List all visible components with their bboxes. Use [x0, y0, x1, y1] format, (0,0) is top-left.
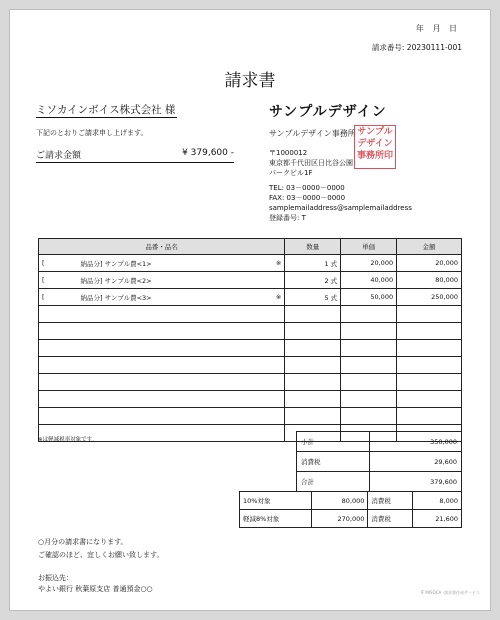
tax-category: 軽減8%対象 [240, 510, 312, 528]
bank-info [38, 573, 153, 595]
company-seal [354, 125, 396, 169]
summary-value: 379,600 [370, 472, 462, 492]
issuer-logo: サンプルデザイン [269, 104, 387, 120]
item-name: 納品分] サンプル費<2> [80, 276, 152, 285]
item-name: 納品分] サンプル費<3> [80, 293, 152, 302]
summary-row [297, 452, 462, 472]
table-row [39, 255, 462, 272]
tax-row [240, 510, 462, 528]
summary-row [297, 432, 462, 452]
issuer-registration: 登録番号: T [269, 214, 306, 222]
table-row [39, 272, 462, 289]
tax-row [240, 492, 462, 510]
issuer-fax: FAX: 03－0000－0000 [269, 194, 346, 202]
lead-text: 下記のとおりご請求申し上げます。 [36, 129, 148, 137]
column-header: 数量 [285, 239, 341, 255]
item-amount: 250,000 [397, 289, 462, 306]
empty-row [39, 340, 462, 357]
issuer-postal: 〒1000012 [269, 149, 308, 157]
seal-line: 事務所印 [356, 151, 393, 161]
column-header: 単価 [341, 239, 397, 255]
item-name-cell [39, 272, 285, 289]
issuer-name: サンプルデザイン事務所 [269, 129, 356, 138]
item-price: 50,000 [341, 289, 397, 306]
issuer-address-line2: パークビル1F [269, 169, 313, 177]
empty-row [39, 374, 462, 391]
page-title: 請求書 [224, 71, 276, 91]
tax-base: 270,000 [312, 510, 368, 528]
summary-label: 消費税 [297, 452, 370, 472]
summary-table [296, 431, 462, 492]
issuer-tel: TEL: 03－0000－0000 [269, 184, 345, 192]
remarks-line: ご確認のほど、宜しくお願い致します。 [38, 551, 164, 559]
item-bracket: [ [42, 258, 45, 267]
column-header: 品番・品名 [39, 239, 285, 255]
item-bracket: [ [42, 275, 45, 284]
issuer-address-line1: 東京都千代田区日比谷公園 [269, 159, 353, 167]
item-qty: 2 式 [285, 272, 341, 289]
tax-amount: 8,000 [412, 492, 462, 510]
issuer-address [269, 148, 353, 178]
item-price: 20,000 [341, 255, 397, 272]
summary-row [297, 472, 462, 492]
tax-label: 消費税 [368, 510, 412, 528]
tax-amount: 21,600 [412, 510, 462, 528]
empty-row [39, 306, 462, 323]
item-name-cell [39, 255, 285, 272]
tax-breakdown-table [239, 491, 462, 528]
issuer-email: samplemailaddress@samplemailaddress [269, 204, 412, 212]
seal-line: サンプル [357, 127, 393, 137]
table-header-row [39, 239, 462, 255]
remarks-line: ○月分の請求書になります。 [38, 538, 128, 546]
invoice-paper [9, 9, 491, 611]
issuer-contact [269, 183, 412, 223]
empty-row [39, 408, 462, 425]
summary-label: 小計 [297, 432, 370, 452]
empty-row [39, 323, 462, 340]
billing-total [36, 148, 234, 163]
items-table [38, 238, 462, 442]
column-header: 金額 [397, 239, 462, 255]
remarks [38, 536, 163, 562]
summary-label: 合計 [297, 472, 370, 492]
item-qty: 1 式 [285, 255, 341, 272]
item-qty: 5 式 [285, 289, 341, 306]
client-name: ミソカインボイス株式会社 様 [36, 104, 176, 116]
billing-total-label: ご請求金額 [36, 151, 82, 161]
item-amount: 80,000 [397, 272, 462, 289]
summary-value: 29,600 [370, 452, 462, 472]
reduced-mark: ※ [275, 292, 282, 301]
table-row [39, 289, 462, 306]
footer-credit: IF MISOCA -請求書作成サービス [420, 590, 480, 595]
bank-account: やよい銀行 秋葉原支店 普通預金○○ [38, 585, 153, 593]
tax-base: 80,000 [312, 492, 368, 510]
billing-total-value: ¥ 379,600 - [182, 148, 234, 158]
item-bracket: [ [42, 292, 45, 301]
reduced-rate-note: ※は軽減税率対象です。 [38, 437, 98, 443]
tax-label: 消費税 [368, 492, 412, 510]
item-name-cell [39, 289, 285, 306]
seal-line: デザイン [357, 139, 393, 149]
item-price: 40,000 [341, 272, 397, 289]
empty-row [39, 391, 462, 408]
summary-value: 350,000 [370, 432, 462, 452]
tax-category: 10%対象 [240, 492, 312, 510]
item-name: 納品分] サンプル費<1> [80, 259, 152, 268]
invoice-number: 請求番号: 20230111-001 [371, 43, 462, 52]
empty-row [39, 357, 462, 374]
item-amount: 20,000 [397, 255, 462, 272]
bank-label: お振込先： [38, 574, 73, 582]
reduced-mark: ※ [275, 258, 282, 267]
issue-date: 年 月 日 [415, 24, 460, 33]
